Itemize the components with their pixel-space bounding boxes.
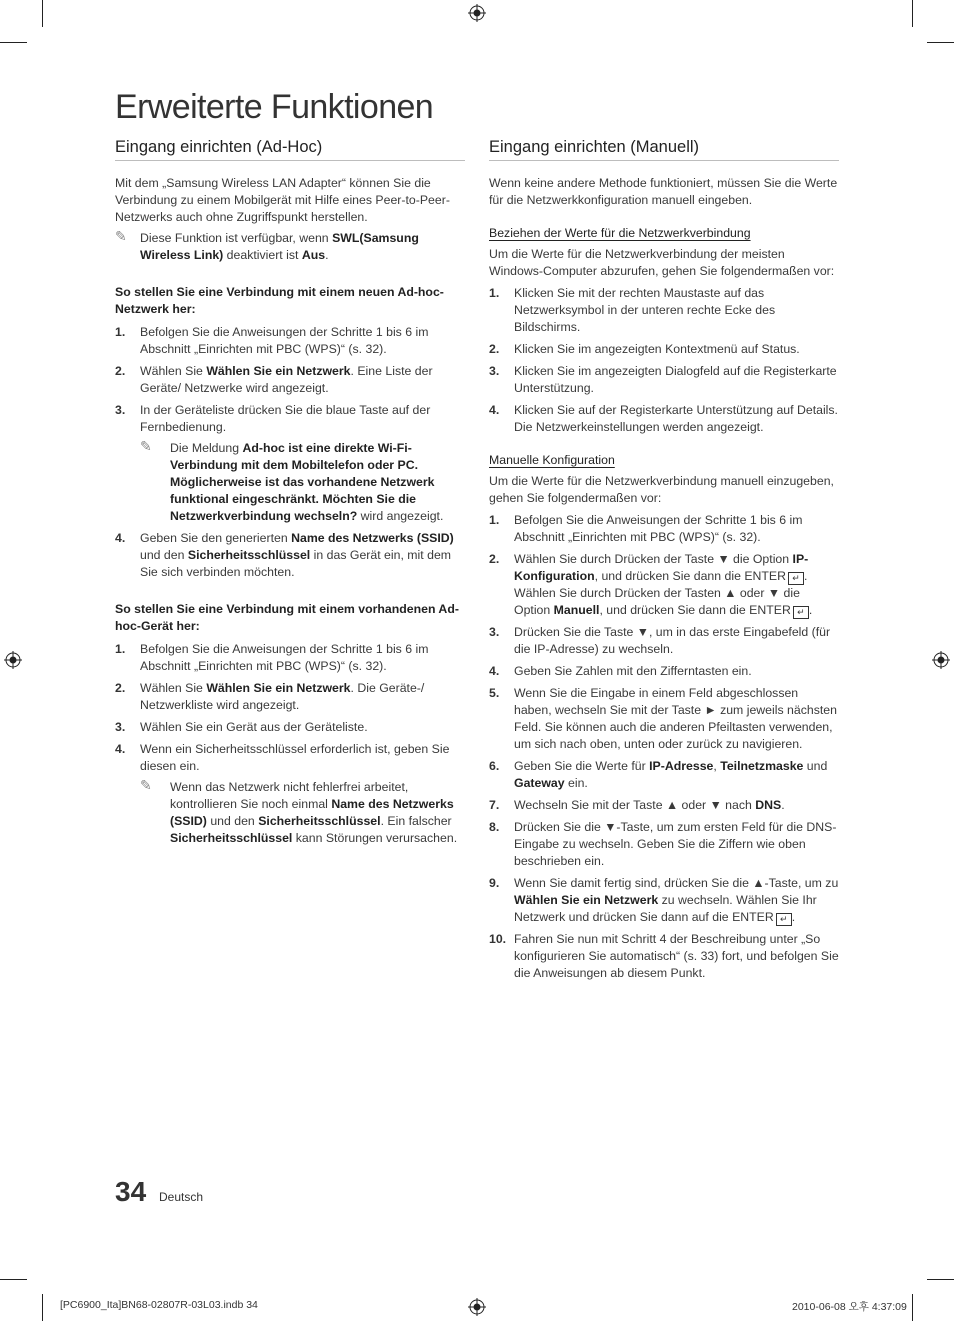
page-title: Erweiterte Funktionen: [115, 88, 434, 126]
step-text: Befolgen Sie die Anweisungen der Schritte 1 bis 6 im Abschnitt „Einrichten mit PBC (WPS)“ (s. 32).: [140, 642, 429, 673]
list-item: [489, 402, 839, 436]
crop-mark: [912, 0, 913, 27]
step-text: Wählen Sie ein Gerät aus der Geräteliste.: [140, 720, 368, 734]
list-item: [115, 741, 465, 847]
note-text: . Ein falscher: [380, 814, 452, 828]
step-text: .: [808, 603, 813, 617]
step-text: Wenn Sie die Eingabe in einem Feld abgeschlossen haben, wechseln Sie mit der Taste ► zum jeweils nächsten Feld. Sie können auch die anderen Pfeiltasten verwenden, um sich nach oben, unten oder zurück zu navigieren.: [514, 686, 837, 751]
intro-text: Mit dem „Samsung Wireless LAN Adapter“ können Sie die Verbindung zu einem Mobilgerät mit Hilfe eines Peer-to-Peer-Netzwerks auch ohne Zugriffspunkt herstellen.: [115, 176, 450, 224]
list-item: [115, 680, 465, 714]
step-number: 1.: [115, 325, 126, 339]
step-bold: Gateway: [514, 776, 565, 790]
list-item: [115, 530, 465, 581]
step-text: In der Geräteliste drücken Sie die blaue Taste auf der Fernbedienung.: [140, 403, 431, 434]
crop-mark: [42, 0, 43, 27]
step-number: 1.: [489, 513, 500, 527]
note-bold: Aus: [301, 248, 326, 262]
list-item: [115, 402, 465, 525]
step-bold: Teilnetzmaske: [720, 759, 804, 773]
step-bold: Sicherheitsschlüssel: [187, 548, 311, 562]
footer-language: Deutsch: [159, 1190, 204, 1204]
crop-mark: [0, 42, 27, 43]
subsection-title: [115, 601, 465, 635]
note-bold: Sicherheitsschlüssel: [170, 831, 293, 845]
list-item: [489, 341, 839, 358]
list-item: [489, 685, 839, 753]
step-text: zu wechseln. Wählen Sie Ihr Netzwerk und drücken Sie dann auf die: [514, 893, 817, 924]
enter-key-label: ENTER: [749, 603, 791, 617]
crop-mark: [0, 1279, 27, 1280]
note-text: deaktiviert ist: [223, 248, 302, 262]
registration-mark-icon: [4, 651, 22, 669]
step-number: 1.: [489, 286, 500, 300]
step-number: 5.: [489, 686, 500, 700]
step-text: Klicken Sie auf der Registerkarte Unterstützung auf Details. Die Netzwerkeinstellungen werden angezeigt.: [514, 403, 838, 434]
step-text: Fahren Sie nun mit Schritt 4 der Beschreibung unter „So konfigurieren Sie automatisch“ (s. 33) fort, und befolgen Sie die Anweisungen ab diesem Punkt.: [514, 932, 839, 980]
note-text: Die Meldung: [170, 441, 243, 455]
list-item: [115, 641, 465, 675]
note-text: Diese Funktion ist verfügbar, wenn: [140, 231, 333, 245]
list-item: [489, 624, 839, 658]
note-text: wird angezeigt.: [357, 509, 444, 523]
step-bold: DNS: [755, 798, 782, 812]
list-item: [489, 875, 839, 926]
step-text: Klicken Sie mit der rechten Maustaste auf das Netzwerksymbol in der unteren rechte Ecke des Bildschirms.: [514, 286, 776, 334]
note-bold: Name des Netzwerks (SSID): [170, 797, 454, 828]
step-number: 9.: [489, 876, 500, 890]
step-text: Wenn Sie damit fertig sind, drücken Sie die ▲-Taste, um zu: [514, 876, 839, 890]
note: [140, 440, 465, 525]
step-text: Wenn ein Sicherheitsschlüssel erforderlich ist, geben Sie diesen ein.: [140, 742, 450, 773]
step-number: 3.: [115, 403, 126, 417]
pencil-icon: ✎: [140, 438, 152, 454]
step-text: Klicken Sie im angezeigten Kontextmenü auf Status.: [514, 342, 800, 356]
enter-key-icon: ↵: [793, 606, 809, 619]
step-text: Geben Sie Zahlen mit den Zifferntasten ein.: [514, 664, 752, 678]
subsection-title-text: So stellen Sie eine Verbindung mit einem neuen Ad-hoc-Netzwerk her:: [115, 285, 444, 316]
step-text: . Eine Liste der Geräte/ Netzwerke wird angezeigt.: [140, 364, 433, 395]
step-number: 2.: [115, 364, 126, 378]
step-text: Wählen Sie: [140, 681, 207, 695]
step-number: 2.: [489, 552, 500, 566]
list-item: [489, 797, 839, 814]
list-item: [115, 719, 465, 736]
print-slug-left: [PC6900_Ita]BN68-02807R-03L03.indb 34: [60, 1299, 258, 1311]
pencil-icon: ✎: [115, 228, 127, 244]
step-bold: Wählen Sie ein Netzwerk: [206, 364, 351, 378]
enter-key-icon: ↵: [776, 913, 792, 926]
step-text: . Die Geräte-/ Netzwerkliste wird angezeigt.: [140, 681, 425, 712]
subsection-title: [489, 225, 839, 242]
right-column: [489, 137, 839, 982]
step-text: Wählen Sie durch Drücken der Taste ▼ die Option: [514, 552, 793, 566]
list-item: [489, 363, 839, 397]
step-number: 2.: [489, 342, 500, 356]
list-item: [115, 363, 465, 397]
step-text: Drücken Sie die ▼-Taste, um zum ersten Feld für die DNS-Eingabe zu wechseln. Geben Sie die Ziffern wie oben beschrieben ein.: [514, 820, 837, 868]
step-number: 6.: [489, 759, 500, 773]
step-text: . Wählen Sie durch Drücken der Tasten ▲ oder ▼ die Option: [514, 569, 808, 617]
section-heading-manual: Eingang einrichten (Manuell): [489, 137, 839, 161]
steps-list: [115, 324, 465, 581]
step-text: ein.: [564, 776, 588, 790]
crop-mark: [927, 1279, 954, 1280]
enter-key-label: ENTER: [744, 569, 787, 583]
note-bold: SWL(Samsung Wireless Link): [140, 231, 419, 262]
step-text: , und drücken Sie dann die: [599, 603, 750, 617]
list-item: [489, 663, 839, 680]
step-bold: IP-Konfiguration: [514, 552, 809, 583]
subsection-title-text: So stellen Sie eine Verbindung mit einem vorhandenen Ad-hoc-Gerät her:: [115, 602, 459, 633]
note-text: kann Störungen verursachen.: [292, 831, 458, 845]
step-text: Befolgen Sie die Anweisungen der Schritte 1 bis 6 im Abschnitt „Einrichten mit PBC (WPS)“ (s. 32).: [514, 513, 803, 544]
step-text: , und drücken Sie dann die: [594, 569, 745, 583]
note-text: Wenn das Netzwerk nicht fehlerfrei arbeitet, kontrollieren Sie noch einmal: [170, 780, 409, 811]
step-bold: Wählen Sie ein Netzwerk: [514, 893, 659, 907]
step-text: Geben Sie den generierten: [140, 531, 292, 545]
step-number: 3.: [489, 364, 500, 378]
pencil-icon: ✎: [140, 777, 152, 793]
note-bold: Ad-hoc ist eine direkte Wi-Fi-Verbindung mit dem Mobiltelefon oder PC. Möglicherweise ist das vorhandene Netzwerk funktional eingeschränkt. Möchten Sie die Netzwerkverbindung wechseln?: [170, 441, 435, 523]
step-text: ,: [713, 759, 721, 773]
step-number: 4.: [489, 664, 500, 678]
list-item: [489, 758, 839, 792]
crop-mark: [42, 1294, 43, 1321]
step-bold: Manuell: [553, 603, 600, 617]
step-text: .: [781, 798, 785, 812]
list-item: [489, 285, 839, 336]
subsection-intro: Um die Werte für die Netzwerkverbindung der meisten Windows-Computer abzurufen, gehen Sie folgendermaßen vor:: [489, 247, 835, 278]
step-text: Geben Sie die Werte für: [514, 759, 650, 773]
left-column: [115, 137, 465, 847]
step-number: 4.: [489, 403, 500, 417]
step-number: 2.: [115, 681, 126, 695]
section-heading-adhoc: Eingang einrichten (Ad-Hoc): [115, 137, 465, 161]
page-number: 34: [115, 1176, 147, 1207]
step-number: 8.: [489, 820, 500, 834]
note-bold: Sicherheitsschlüssel: [258, 814, 381, 828]
note: [140, 779, 465, 847]
intro-text: Wenn keine andere Methode funktioniert, müssen Sie die Werte für die Netzwerkkonfiguration manuell eingeben.: [489, 176, 838, 207]
steps-list: [489, 285, 839, 436]
steps-list: [489, 512, 839, 982]
enter-key-label: ENTER: [732, 910, 774, 924]
step-number: 4.: [115, 531, 126, 545]
registration-mark-icon: [932, 651, 950, 669]
step-number: 10.: [489, 932, 507, 946]
step-number: 3.: [115, 720, 126, 734]
note-text: und den: [206, 814, 259, 828]
subsection-title-text: Manuelle Konfiguration: [489, 453, 615, 467]
crop-mark: [927, 42, 954, 43]
step-number: 1.: [115, 642, 126, 656]
step-number: 4.: [115, 742, 126, 756]
step-text: Klicken Sie im angezeigten Dialogfeld auf die Registerkarte Unterstützung.: [514, 364, 837, 395]
list-item: [489, 931, 839, 982]
crop-mark: [912, 1294, 913, 1321]
list-item: [489, 551, 839, 619]
step-text: in das Gerät ein, mit dem Sie sich verbinden möchten.: [140, 548, 452, 579]
step-text: .: [791, 910, 796, 924]
step-text: und den: [140, 548, 188, 562]
subsection-title-text: Beziehen der Werte für die Netzwerkverbindung: [489, 226, 751, 240]
step-number: 3.: [489, 625, 500, 639]
step-text: Wählen Sie: [140, 364, 207, 378]
list-item: [489, 512, 839, 546]
enter-key-icon: ↵: [788, 572, 804, 585]
step-bold: IP-Adresse: [649, 759, 714, 773]
step-bold: Name des Netzwerks (SSID): [291, 531, 454, 545]
step-text: Befolgen Sie die Anweisungen der Schritte 1 bis 6 im Abschnitt „Einrichten mit PBC (WPS)“ (s. 32).: [140, 325, 429, 356]
step-text: Wechseln Sie mit der Taste ▲ oder ▼ nach: [514, 798, 756, 812]
subsection-intro: Um die Werte für die Netzwerkverbindung manuell einzugeben, gehen Sie folgendermaßen vor:: [489, 474, 834, 505]
print-slug-right: 2010-06-08 오후 4:37:09: [792, 1301, 907, 1313]
list-item: [489, 819, 839, 870]
registration-mark-icon: [468, 1298, 486, 1316]
steps-list: [115, 641, 465, 847]
list-item: [115, 324, 465, 358]
subsection-title: [489, 452, 839, 469]
step-number: 7.: [489, 798, 500, 812]
registration-mark-icon: [468, 4, 486, 22]
subsection-title: [115, 284, 465, 318]
step-bold: Wählen Sie ein Netzwerk: [206, 681, 351, 695]
note-text: .: [325, 248, 329, 262]
step-text: und: [803, 759, 828, 773]
step-text: Drücken Sie die Taste ▼, um in das erste Eingabefeld (für die IP-Adresse) zu wechseln.: [514, 625, 831, 656]
note: [115, 230, 465, 264]
